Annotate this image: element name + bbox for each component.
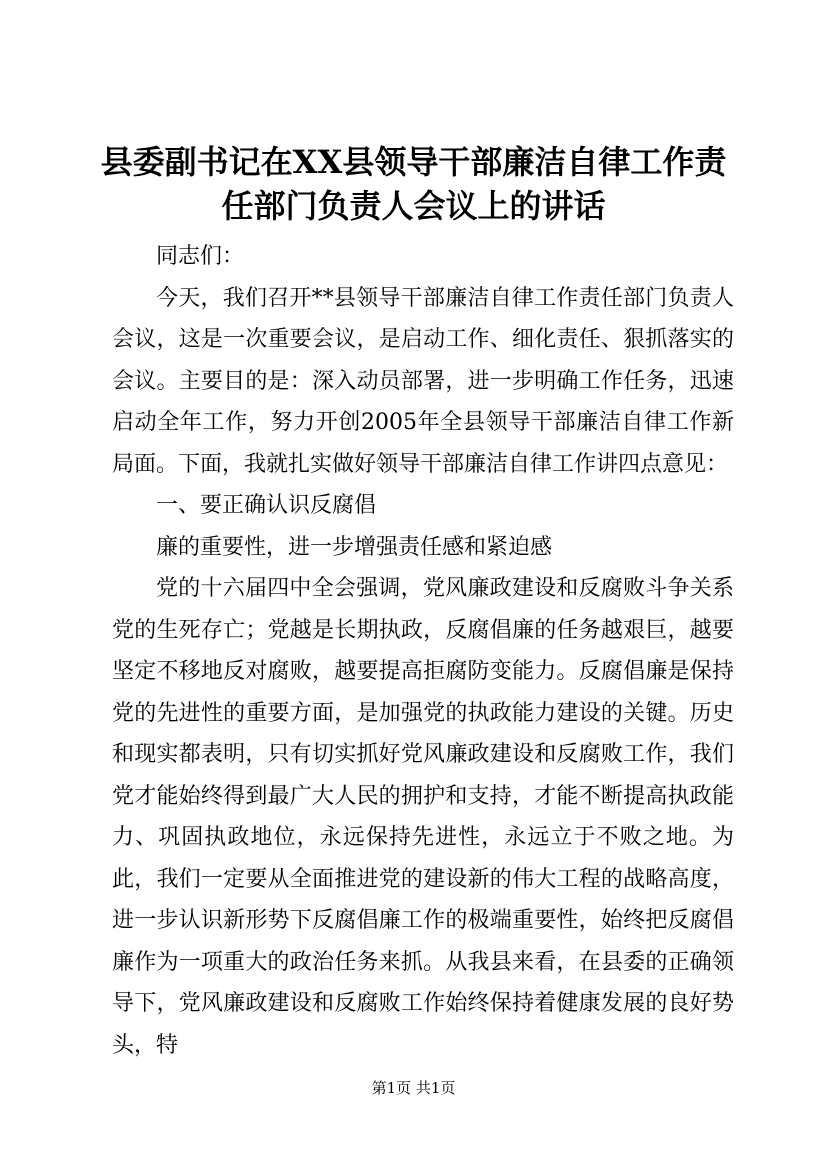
section-heading-1-continued: 廉的重要性，进一步增强责任感和紧迫感 (156, 534, 553, 560)
page-footer: 第1页 共1页 (371, 1079, 456, 1097)
paragraph-body: 党的十六届四中全会强调，党风廉政建设和反腐败斗争关系党的生死存亡；党越是长期执政，反腐倡廉的任务越艰巨，越要坚定不移地反对腐败，越要提高拒腐防变能力。反腐倡廉是保持党的先进性的重要方面，是加强党的执政能力建设的关键。历史和现实都表明，只有切实抓好党风廉政建设和反腐败工作，我们党才能始终得到最广大人民的拥护和支持，才能不断提高执政能力、巩固执政地位，永远保持先进性，永远立于不败之地。为此，我们一定要从全面推进党的建设新的伟大工程的战略高度，进一步认识新形势下反腐倡廉工作的极端重要性，始终把反腐倡廉作为一项重大的政治任务来抓。从我县来看，在县委的正确领导下，党风廉政建设和反腐败工作始终保持着健康发展的良好势头，特 (112, 576, 734, 1058)
title-line-1: 县委副书记在XX县领导干部廉洁自律工作责 (100, 143, 727, 181)
document-title (100, 140, 727, 228)
paragraph-intro: 今天，我们召开**县领导干部廉洁自律工作责任部门负责人会议，这是一次重要会议，是启动工作、细化责任、狠抓落实的会议。主要目的是：深入动员部署，进一步明确工作任务，迅速启动全年工作，努力开创2005年全县领导干部廉洁自律工作新局面。下面，我就扎实做好领导干部廉洁自律工作讲四点意见： (112, 285, 734, 477)
salutation: 同志们： (156, 244, 245, 269)
section-heading-1: 一、要正确认识反腐倡 (156, 493, 377, 518)
title-line-2: 任部门负责人会议上的讲话 (221, 187, 606, 225)
document-body (112, 236, 734, 1066)
